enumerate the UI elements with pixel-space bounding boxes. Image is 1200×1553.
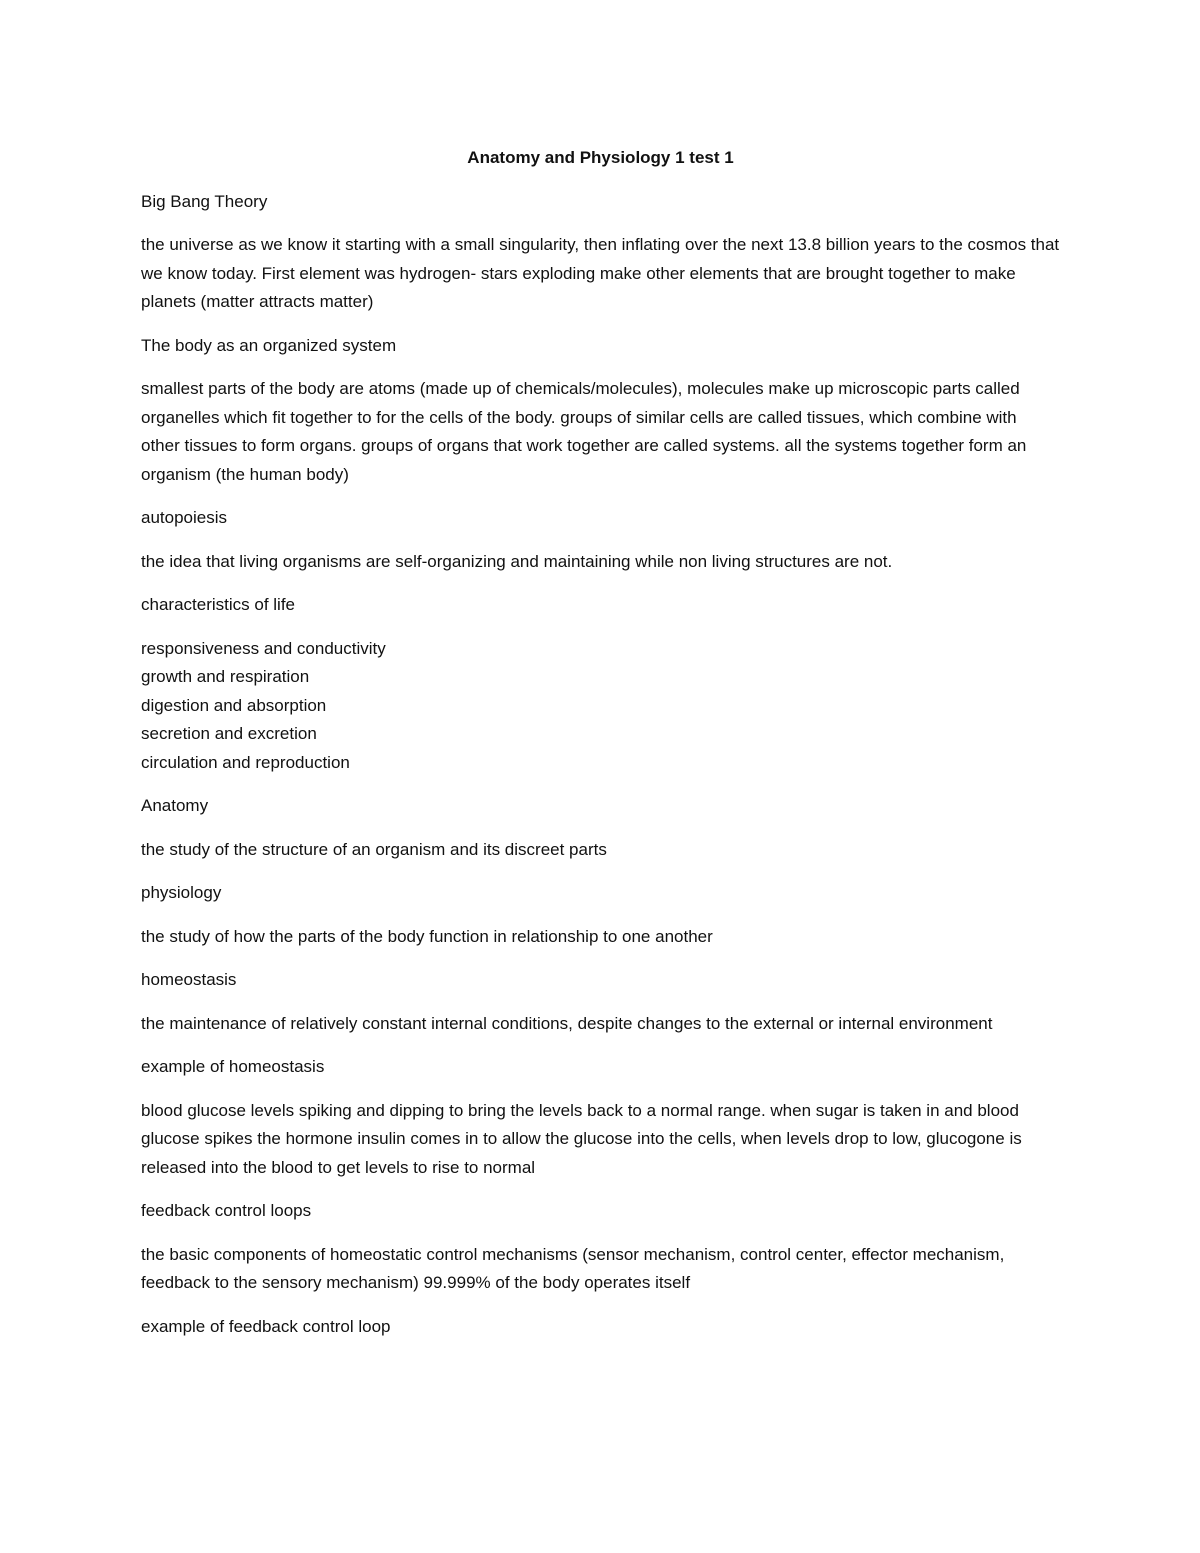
section-heading-characteristics: characteristics of life	[141, 595, 295, 614]
section-body-physiology: the study of how the parts of the body function in relationship to one another	[141, 926, 713, 946]
section-body-homeostasis-example: blood glucose levels spiking and dipping to bring the levels back to a normal range. when sugar is taken in and blood glucose spikes the hormone insulin comes in to allow the glucose into the cells, when levels drop to low, glucogone is released into the blood to get levels to rise to normal	[141, 1100, 1022, 1177]
section-body-feedback-loops: the basic components of homeostatic control mechanisms (sensor mechanism, control center, effector mechanism, feedback to the sensory mechanism) 99.999% of the body operates itself	[141, 1244, 1005, 1292]
section-heading-autopoiesis: autopoiesis	[141, 508, 228, 527]
section-heading-big-bang: Big Bang Theory	[141, 191, 268, 211]
section-body-big-bang: the universe as we know it starting with a small singularity, then inflating over the next 13.8 billion years to the cosmos that we know today. First element was hydrogen- stars exploding make other elements that are brought together to make planets (matter attracts matter)	[141, 235, 1060, 311]
section-heading-feedback-loops: feedback control loops	[141, 1201, 312, 1220]
section-heading-homeostasis: homeostasis	[141, 970, 237, 989]
section-heading-organized-system: The body as an organized system	[141, 335, 397, 355]
section-heading-feedback-example: example of feedback control loop	[141, 1316, 391, 1336]
section-heading-anatomy: Anatomy	[141, 796, 209, 815]
section-body-organized-system: smallest parts of the body are atoms (made up of chemicals/molecules), molecules make up microscopic parts called organelles which fit together to for the cells of the body. groups of similar cells are called tissues, which combine with other tissues to form organs. groups of organs that work together are called systems. all the systems together form an organism (the human body)	[141, 379, 1027, 484]
characteristics-list	[141, 635, 1060, 778]
section-heading-physiology: physiology	[141, 883, 222, 902]
section-heading-homeostasis-example: example of homeostasis	[141, 1057, 325, 1076]
list-item: digestion and absorption	[141, 695, 327, 715]
section-body-homeostasis: the maintenance of relatively constant internal conditions, despite changes to the external or internal environment	[141, 1013, 993, 1033]
list-item: responsiveness and conductivity	[141, 638, 386, 658]
section-body-anatomy: the study of the structure of an organism and its discreet parts	[141, 839, 607, 859]
section-body-autopoiesis: the idea that living organisms are self-organizing and maintaining while non living structures are not.	[141, 551, 893, 571]
list-item: secretion and excretion	[141, 724, 317, 743]
list-item: growth and respiration	[141, 667, 310, 686]
list-item: circulation and reproduction	[141, 752, 350, 772]
document-title: Anatomy and Physiology 1 test 1	[467, 148, 734, 167]
